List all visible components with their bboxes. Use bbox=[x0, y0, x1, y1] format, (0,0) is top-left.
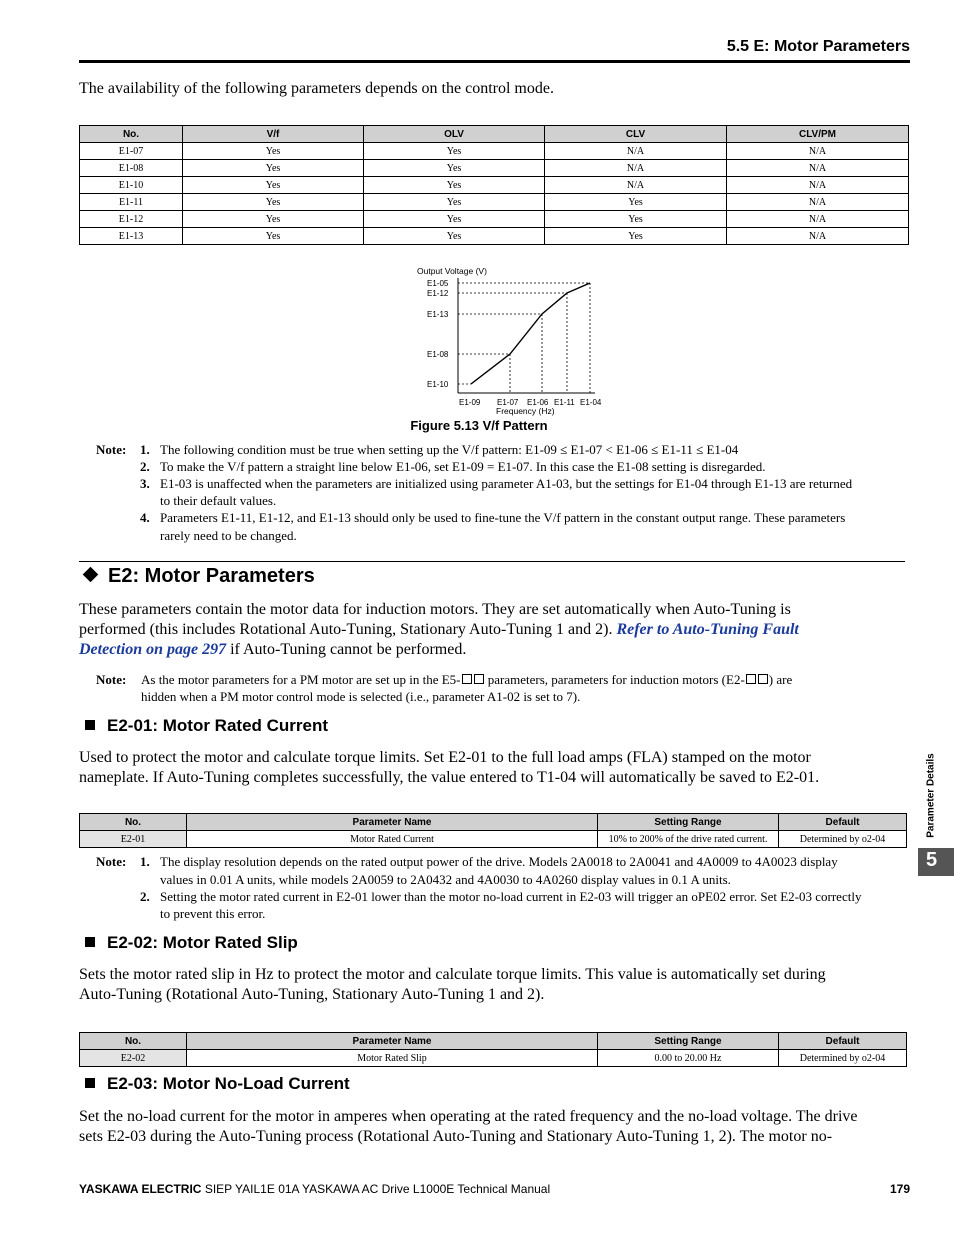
table-row bbox=[80, 228, 909, 245]
subsection-title-text: E2-02: Motor Rated Slip bbox=[107, 933, 298, 952]
table-row bbox=[80, 1050, 907, 1067]
section-header: 5.5 E: Motor Parameters bbox=[726, 38, 910, 55]
note-label: Note: bbox=[96, 854, 127, 869]
note-text: The display resolution depends on the rated output power of the drive. Models 2A0018 to 2A0041 and 4A0009 to 4A0023 display bbox=[160, 854, 838, 869]
note-text: to their default values. bbox=[160, 493, 277, 508]
header-rule bbox=[79, 60, 910, 63]
table-cell: Yes bbox=[545, 228, 727, 245]
note-text: E1-03 is unaffected when the parameters are initialized using parameter A1-03, but the settings for E1-04 through E1-13 are returned bbox=[160, 476, 853, 491]
note-text: ) are bbox=[768, 672, 793, 687]
y-label: E1-08 bbox=[427, 350, 449, 359]
col-header: Setting Range bbox=[598, 814, 779, 831]
para-text: if Auto-Tuning cannot be performed. bbox=[230, 641, 467, 658]
table-cell: E1-12 bbox=[80, 211, 183, 228]
table-row bbox=[80, 194, 909, 211]
e2-02-parameter-table bbox=[79, 1032, 907, 1067]
chapter-number: 5 bbox=[926, 849, 938, 871]
table-header-row bbox=[80, 1033, 907, 1050]
note-label: Note: bbox=[96, 442, 127, 457]
intro-text: The availability of the following parameters depends on the control mode. bbox=[79, 80, 554, 97]
table-cell: N/A bbox=[545, 143, 727, 160]
table-cell: 10% to 200% of the drive rated current. bbox=[598, 831, 779, 848]
note-number: 4. bbox=[140, 510, 150, 525]
footer-brand: YASKAWA ELECTRIC bbox=[79, 1182, 202, 1196]
note-text: rarely need to be changed. bbox=[160, 528, 297, 543]
e2-03-para-line: sets E2-03 during the Auto-Tuning process (Rotational Auto-Tuning and Stationary Auto-Tuning 1, 2). The motor no- bbox=[79, 1128, 833, 1145]
page-297-link[interactable]: Detection on page 297 bbox=[79, 641, 227, 658]
pm-note-line bbox=[141, 671, 792, 688]
table-cell: E2-01 bbox=[80, 831, 187, 848]
note-number: 1. bbox=[140, 442, 150, 457]
side-label-text: Parameter Details bbox=[925, 753, 937, 838]
e2-02-para-line: Auto-Tuning (Rotational Auto-Tuning, Stationary Auto-Tuning 1 and 2). bbox=[79, 986, 545, 1003]
placeholder-box-icon bbox=[758, 674, 768, 684]
table-cell: Yes bbox=[364, 194, 545, 211]
e2-01-para-line: nameplate. If Auto-Tuning completes successfully, the value entered to T1-04 will automatically be saved to E2-01. bbox=[79, 769, 820, 786]
note-text: To make the V/f pattern a straight line below E1-06, set E1-09 = E1-07. In this case the E1-08 setting is disregarded. bbox=[160, 459, 766, 474]
table-cell: Determined by o2-04 bbox=[779, 1050, 907, 1067]
table-cell: Yes bbox=[364, 228, 545, 245]
note-text: The following condition must be true when setting up the V/f pattern: E1-09 ≤ E1-07 < E1-06 ≤ E1-11 ≤ E1-04 bbox=[160, 442, 739, 457]
note-number: 3. bbox=[140, 476, 150, 491]
table-cell: N/A bbox=[545, 177, 727, 194]
table-header-row bbox=[80, 126, 909, 143]
y-label: E1-12 bbox=[427, 289, 449, 298]
e2-01-title bbox=[79, 716, 328, 736]
col-header: Default bbox=[779, 1033, 907, 1050]
note-text: Setting the motor rated current in E2-01 lower than the motor no-load current in E2-03 will trigger an oPE02 error. Set E2-03 correctly bbox=[160, 889, 862, 904]
figure-caption: Figure 5.13 V/f Pattern bbox=[410, 418, 548, 433]
col-header: CLV bbox=[545, 126, 727, 143]
table-cell: Yes bbox=[183, 228, 364, 245]
col-header: Parameter Name bbox=[187, 1033, 598, 1050]
table-row bbox=[80, 160, 909, 177]
table-cell: N/A bbox=[727, 211, 909, 228]
placeholder-box-icon bbox=[746, 674, 756, 684]
chapter-tab bbox=[918, 848, 954, 876]
table-cell: Yes bbox=[183, 160, 364, 177]
footer bbox=[79, 1182, 550, 1196]
table-cell: N/A bbox=[727, 177, 909, 194]
e2-01-para-line: Used to protect the motor and calculate torque limits. Set E2-01 to the full load amps (FLA) stamped on the motor bbox=[79, 749, 811, 766]
table-cell: E1-13 bbox=[80, 228, 183, 245]
table-cell: E2-02 bbox=[80, 1050, 187, 1067]
note-number: 1. bbox=[140, 854, 150, 869]
table-cell: Yes bbox=[545, 194, 727, 211]
table-header-row bbox=[80, 814, 907, 831]
subsection-title-text: E2-03: Motor No-Load Current bbox=[107, 1074, 350, 1093]
e2-02-title bbox=[79, 933, 298, 953]
table-cell: Yes bbox=[364, 177, 545, 194]
section-title bbox=[79, 565, 315, 588]
table-row bbox=[80, 143, 909, 160]
table-cell: E1-10 bbox=[80, 177, 183, 194]
table-cell: Yes bbox=[183, 143, 364, 160]
note-number: 2. bbox=[140, 889, 150, 904]
y-label: E1-13 bbox=[427, 310, 449, 319]
table-cell: Motor Rated Slip bbox=[187, 1050, 598, 1067]
x-label: E1-07 bbox=[497, 398, 519, 407]
square-bullet-icon bbox=[85, 937, 95, 947]
vf-curve bbox=[471, 283, 590, 384]
note-text: to prevent this error. bbox=[160, 906, 266, 921]
section-para-line bbox=[79, 620, 799, 640]
table-cell: N/A bbox=[545, 160, 727, 177]
placeholder-box-icon bbox=[462, 674, 472, 684]
table-row bbox=[80, 177, 909, 194]
e2-01-parameter-table bbox=[79, 813, 907, 848]
section-title-text: E2: Motor Parameters bbox=[108, 565, 315, 587]
table-cell: Yes bbox=[183, 211, 364, 228]
diamond-bullet-icon bbox=[83, 567, 99, 583]
table-cell: Determined by o2-04 bbox=[779, 831, 907, 848]
table-cell: Yes bbox=[545, 211, 727, 228]
table-row bbox=[80, 831, 907, 848]
e2-02-para-line: Sets the motor rated slip in Hz to protect the motor and calculate torque limits. This value is automatically set during bbox=[79, 966, 826, 983]
col-header: V/f bbox=[183, 126, 364, 143]
x-label: E1-09 bbox=[459, 398, 481, 407]
table-row bbox=[80, 211, 909, 228]
note-label: Note: bbox=[96, 672, 127, 687]
placeholder-box-icon bbox=[474, 674, 484, 684]
note-text: As the motor parameters for a PM motor are set up in the E5- bbox=[141, 672, 461, 687]
note-text: values in 0.01 A units, while models 2A0059 to 2A0432 and 4A0030 to 4A0260 display values in 0.1 A units. bbox=[160, 872, 731, 887]
y-label: E1-10 bbox=[427, 380, 449, 389]
e2-03-para-line: Set the no-load current for the motor in amperes when operating at the rated frequency and the no-load voltage. The drive bbox=[79, 1108, 858, 1125]
table-cell: Yes bbox=[183, 177, 364, 194]
note-text: hidden when a PM motor control mode is selected (i.e., parameter A1-02 is set to 7). bbox=[141, 689, 581, 704]
x-axis-title: Frequency (Hz) bbox=[496, 406, 555, 416]
x-label: E1-04 bbox=[580, 398, 602, 407]
table-cell: E1-08 bbox=[80, 160, 183, 177]
col-header: No. bbox=[80, 126, 183, 143]
para-text: performed (this includes Rotational Auto-Tuning, Stationary Auto-Tuning 1 and 2). bbox=[79, 621, 613, 638]
footer-doc-title: SIEP YAIL1E 01A YASKAWA AC Drive L1000E Technical Manual bbox=[204, 1182, 551, 1196]
square-bullet-icon bbox=[85, 720, 95, 730]
col-header: Default bbox=[779, 814, 907, 831]
table-cell: 0.00 to 20.00 Hz bbox=[598, 1050, 779, 1067]
col-header: No. bbox=[80, 814, 187, 831]
vf-pattern-figure bbox=[410, 262, 630, 420]
e2-03-title bbox=[79, 1074, 350, 1094]
x-label: E1-11 bbox=[554, 398, 575, 407]
table-cell: Yes bbox=[183, 194, 364, 211]
col-header: Setting Range bbox=[598, 1033, 779, 1050]
note-text: Parameters E1-11, E1-12, and E1-13 should only be used to fine-tune the V/f pattern in the constant output range. These parameters bbox=[160, 510, 846, 525]
autotuning-fault-link[interactable]: Refer to Auto-Tuning Fault bbox=[616, 621, 799, 638]
availability-table bbox=[79, 125, 909, 245]
col-header: CLV/PM bbox=[727, 126, 909, 143]
table-cell: N/A bbox=[727, 160, 909, 177]
section-rule bbox=[79, 561, 905, 562]
table-cell: Yes bbox=[364, 143, 545, 160]
col-header: Parameter Name bbox=[187, 814, 598, 831]
table-cell: E1-11 bbox=[80, 194, 183, 211]
table-cell: Yes bbox=[364, 160, 545, 177]
note-number: 2. bbox=[140, 459, 150, 474]
square-bullet-icon bbox=[85, 1078, 95, 1088]
section-para-line bbox=[79, 640, 466, 660]
y-label: E1-05 bbox=[427, 279, 449, 288]
table-cell: N/A bbox=[727, 194, 909, 211]
table-cell: N/A bbox=[727, 143, 909, 160]
table-cell: Yes bbox=[364, 211, 545, 228]
table-cell: E1-07 bbox=[80, 143, 183, 160]
x-label: E1-06 bbox=[527, 398, 549, 407]
chapter-side-label bbox=[921, 748, 935, 848]
subsection-title-text: E2-01: Motor Rated Current bbox=[107, 716, 329, 735]
table-cell: Motor Rated Current bbox=[187, 831, 598, 848]
col-header: OLV bbox=[364, 126, 545, 143]
section-para-line: These parameters contain the motor data for induction motors. They are set automatically when Auto-Tuning is bbox=[79, 601, 791, 618]
y-axis-title: Output Voltage (V) bbox=[417, 266, 487, 276]
note-text: parameters, parameters for induction motors (E2- bbox=[487, 672, 745, 687]
page-number: 179 bbox=[889, 1182, 910, 1196]
table-cell: N/A bbox=[727, 228, 909, 245]
col-header: No. bbox=[80, 1033, 187, 1050]
